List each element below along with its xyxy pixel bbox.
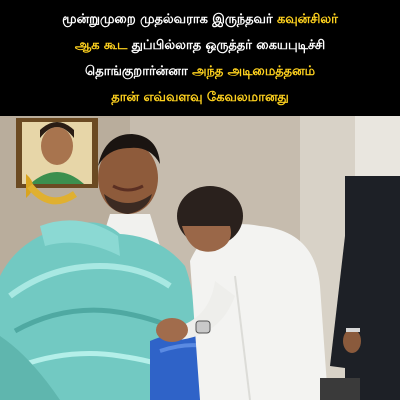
caption-line-4 [0, 85, 400, 111]
caption-line-1-white: மூன்றுமுறை முதல்வராக இருந்தவர் [62, 12, 278, 27]
caption-line-2-white: துப்பில்லாத ஒருத்தர் கையபுடிச்சி [131, 38, 326, 53]
photo-illustration [0, 116, 400, 400]
table [320, 378, 360, 400]
caption-line-1 [0, 7, 400, 33]
wristwatch-icon [196, 321, 210, 333]
caption-line-3-white: தொங்குறார்ன்னா [84, 64, 193, 79]
caption-line-3-yellow: அந்த அடிமைத்தனம் [192, 64, 316, 79]
caption-line-3 [0, 59, 400, 85]
news-photo [0, 116, 400, 400]
caption-line-4-yellow: தான் எவ்வளவு கேவலமானது [111, 90, 289, 105]
caption-banner [0, 0, 400, 116]
caption-line-2-yellow: ஆக கூட [74, 38, 132, 53]
caption-line-2 [0, 33, 400, 59]
caption-line-1-yellow: கவுன்சிலர் [277, 12, 338, 27]
framed-portrait [16, 118, 98, 198]
